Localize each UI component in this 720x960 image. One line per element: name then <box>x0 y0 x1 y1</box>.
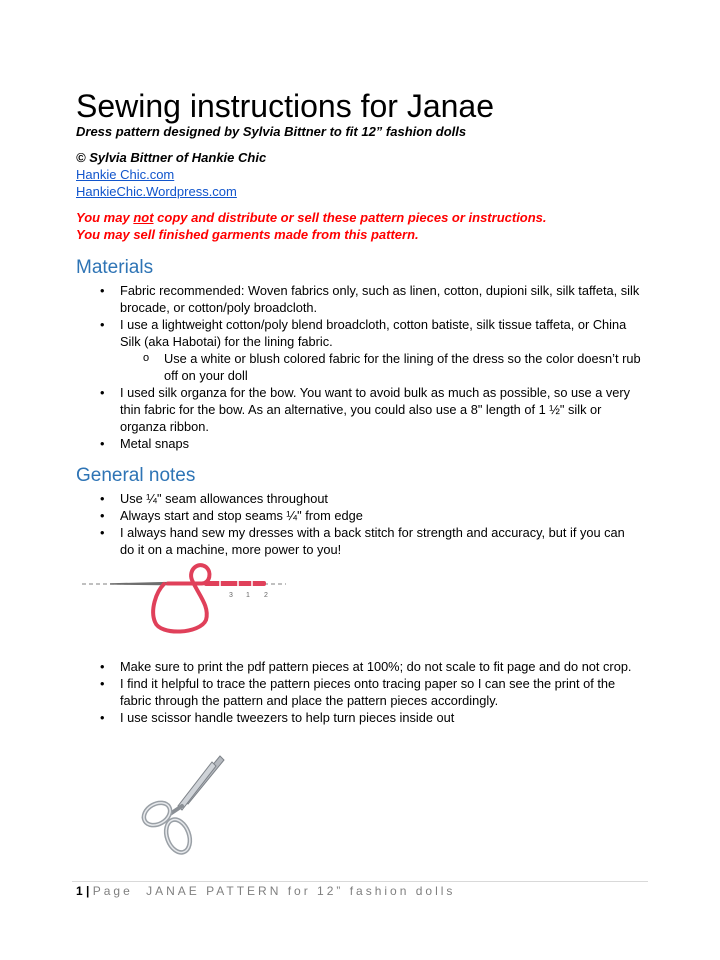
list-item: • I use a lightweight cotton/poly blend broadcloth, cotton batiste, silk tissue taffeta, or China Silk (aka Habotai) for the lining fabric. <box>0 316 640 350</box>
stitch-segments <box>204 581 266 586</box>
materials-heading: Materials <box>76 257 154 278</box>
link-hankie-chic[interactable]: Hankie Chic.com <box>76 167 175 182</box>
list-subitem: o Use a white or blush colored fabric for the lining of the dress so the color doesn’t rub off on your doll <box>0 350 644 384</box>
general-notes-heading: General notes <box>76 465 196 486</box>
page-number: 1 <box>76 884 83 898</box>
page-footer <box>76 884 455 898</box>
list-item: • Fabric recommended: Woven fabrics only, such as linen, cotton, dupioni silk, silk taffeta, silk brocade, or cotton/poly broadcloth. <box>0 282 640 316</box>
stitch-label-2: 2 <box>264 592 268 599</box>
footer-doc-title <box>146 884 455 898</box>
footer-doc-title-rest: PATTERN for 12” fashion dolls <box>199 884 456 898</box>
warning-text-1a: You may <box>76 210 134 225</box>
copyright-line: © Sylvia Bittner of Hankie Chic <box>76 150 267 165</box>
footer-doc-title-bold: JANAE <box>146 884 200 898</box>
list-item: • Always start and stop seams ¼" from edge <box>0 507 640 524</box>
tweezer-tip <box>178 762 216 810</box>
stitch-label-1: 1 <box>246 592 250 599</box>
back-stitch-illustration <box>80 562 292 642</box>
general-notes-list-continued <box>0 658 720 726</box>
warning-emphasis: not <box>133 210 154 225</box>
list-item: • I always hand sew my dresses with a back stitch for strength and accuracy, but if you can do it on a machine, more power to you! <box>0 524 640 558</box>
list-item: • I used silk organza for the bow. You want to avoid bulk as much as possible, so use a very thin fabric for the bow. As an alternative, you could also use a 8" length of 1 ½" silk or organza ribbon. <box>0 384 640 435</box>
warning-line-2: You may sell finished garments made from this pattern. <box>76 227 419 242</box>
page-label: Page <box>92 884 133 898</box>
stitch-label-3: 3 <box>229 592 233 599</box>
page-title: Sewing instructions for Janae <box>76 88 494 124</box>
list-item: • I find it helpful to trace the pattern pieces onto tracing paper so I can see the print of the fabric through the pattern and place the pattern pieces accordingly. <box>0 675 640 709</box>
link-hankie-chic-wordpress[interactable]: HankieChic.Wordpress.com <box>76 184 237 199</box>
general-notes-list <box>0 490 720 558</box>
thread-loop <box>153 565 209 631</box>
warning-line-1 <box>76 210 547 225</box>
subtitle: Dress pattern designed by Sylvia Bittner to fit 12” fashion dolls <box>76 124 467 139</box>
warning-text-1b: copy and distribute or sell these pattern pieces or instructions. <box>153 210 547 225</box>
list-item: • Use ¼" seam allowances throughout <box>0 490 640 507</box>
materials-list <box>0 282 720 452</box>
list-item: • Metal snaps <box>0 435 640 452</box>
footer-divider <box>72 881 648 882</box>
scissor-tweezers-illustration <box>132 752 232 862</box>
list-item: • I use scissor handle tweezers to help turn pieces inside out <box>0 709 640 726</box>
footer-separator: | <box>86 884 90 898</box>
list-item: • Make sure to print the pdf pattern pieces at 100%; do not scale to fit page and do not crop. <box>0 658 640 675</box>
